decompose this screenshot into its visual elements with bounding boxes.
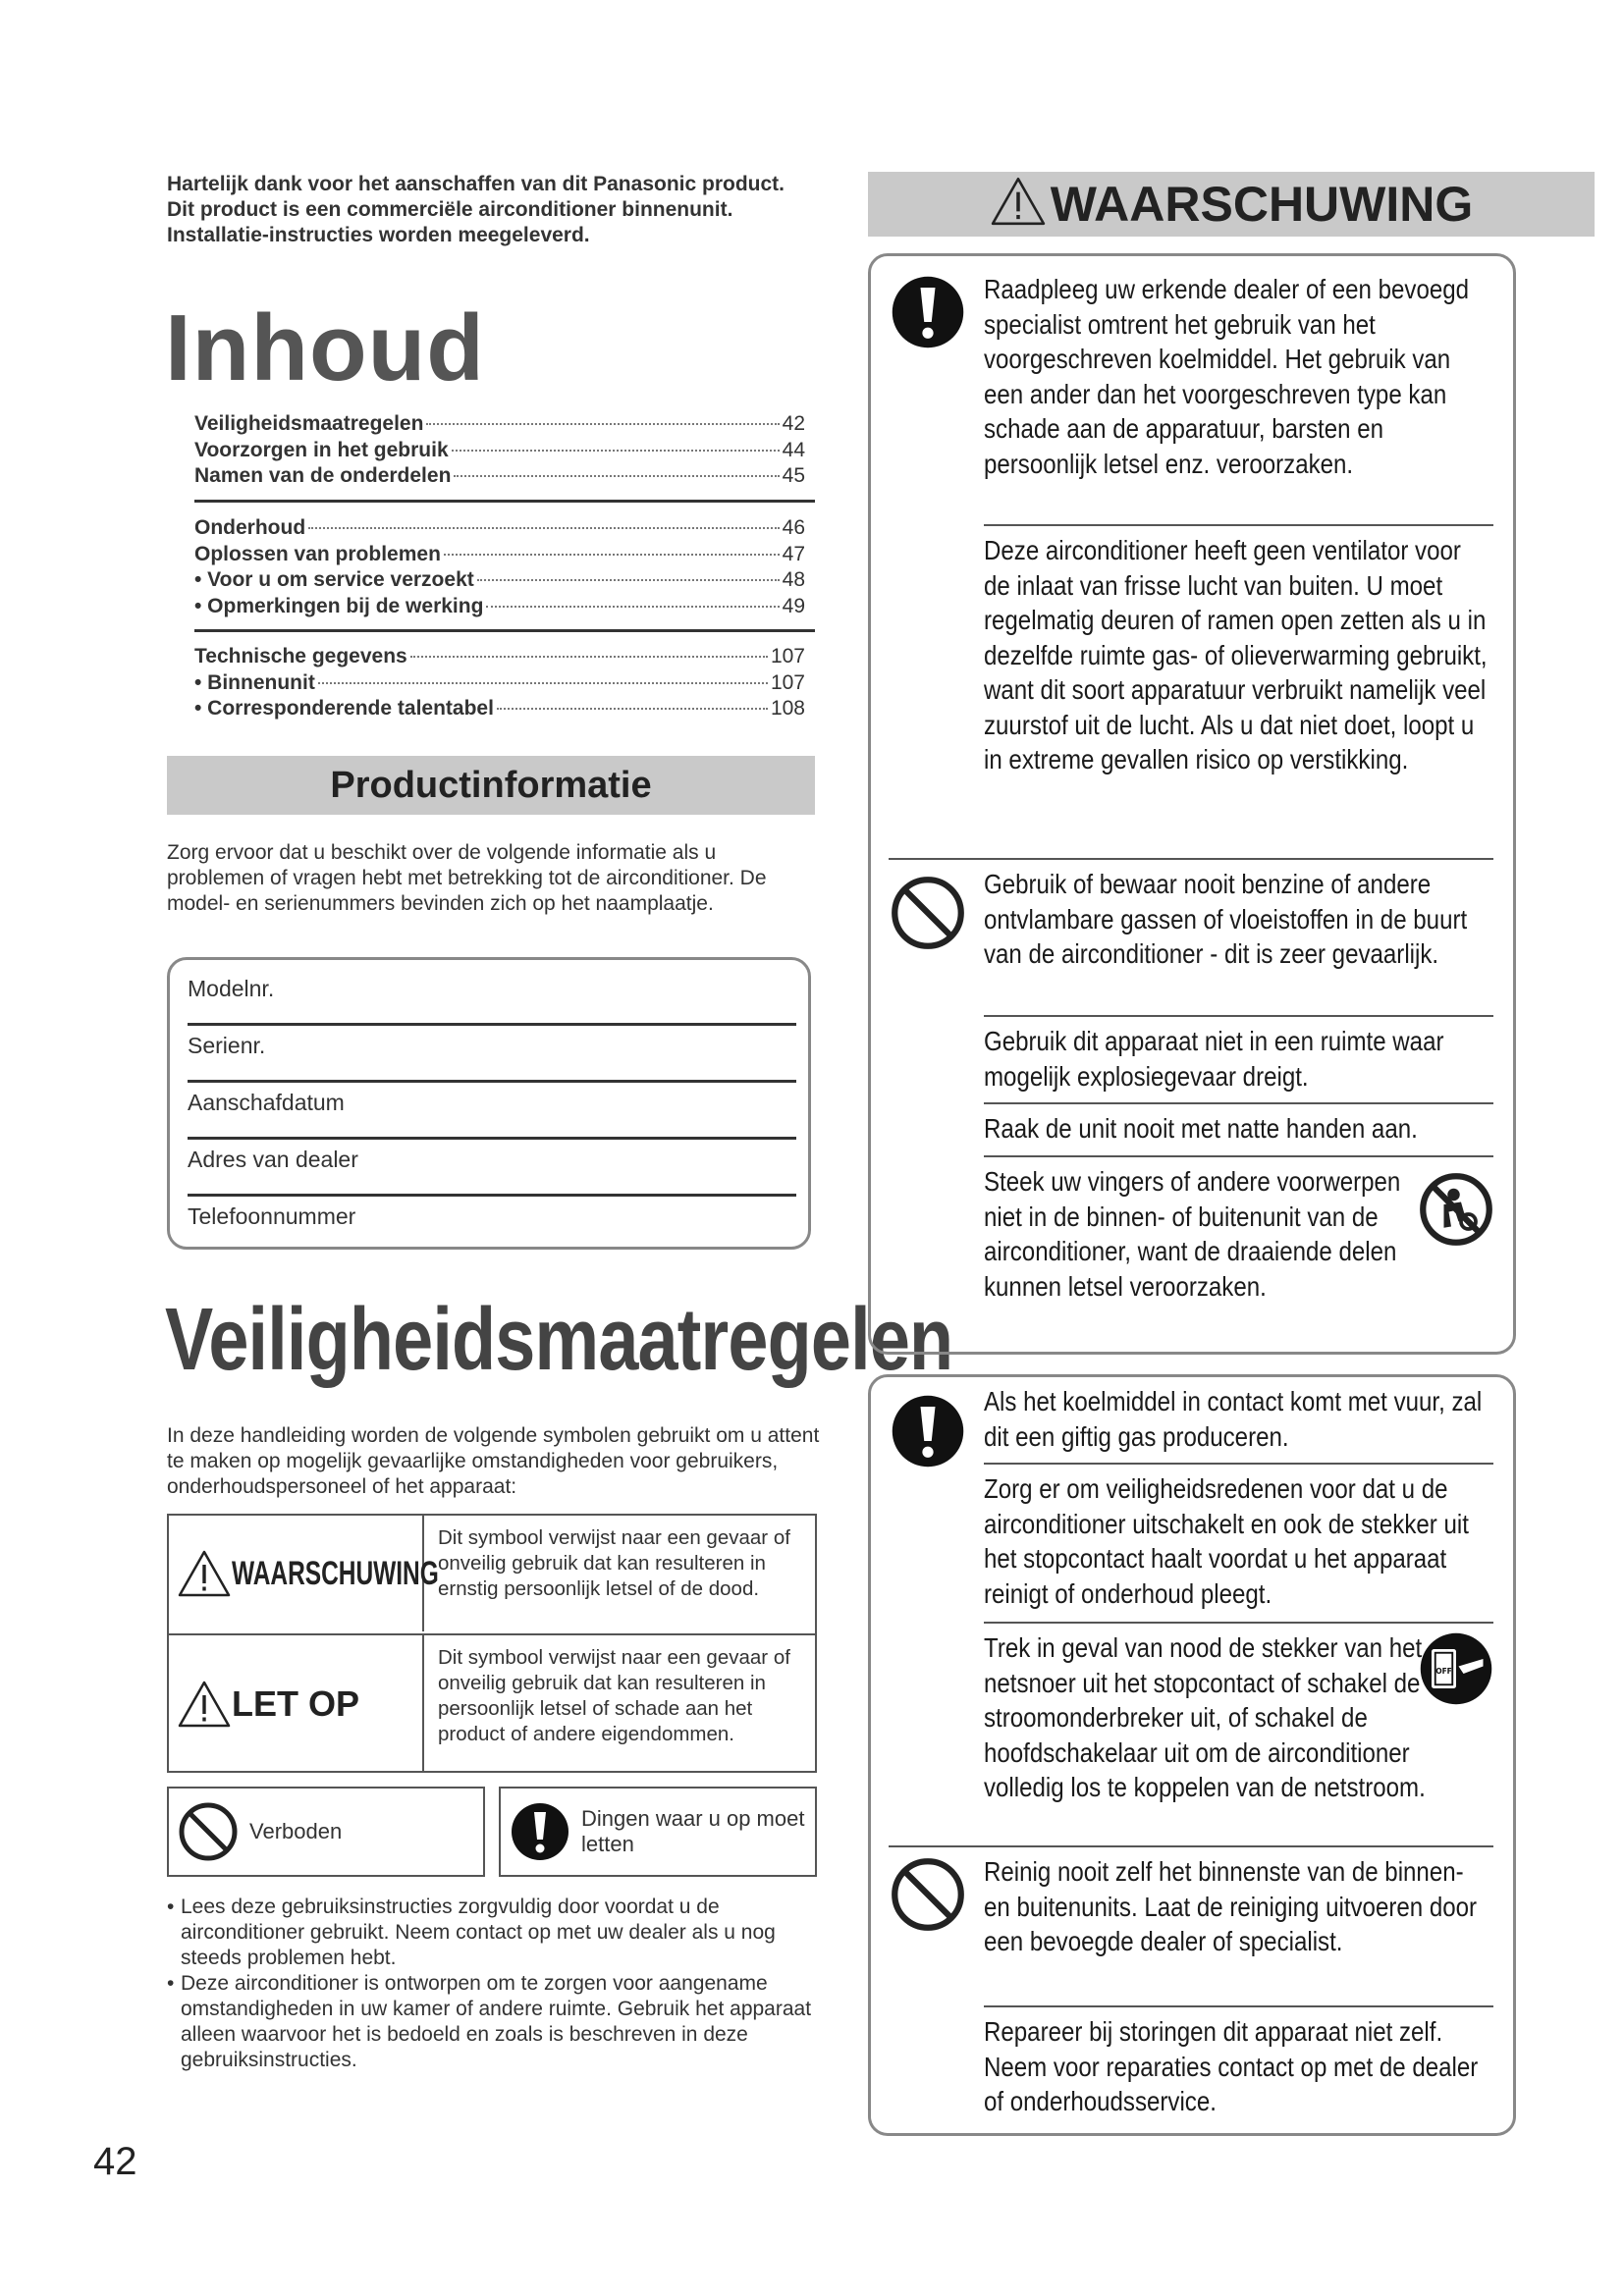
toc-page: 49 <box>782 594 805 617</box>
product-info-text: Zorg ervoor dat u beschikt over de volgende informatie als u problemen of vragen hebt met betrekking tot de airconditioner. De model- en serienummers bevinden zich op het naamplaatje. <box>167 841 767 915</box>
divider <box>984 524 1493 526</box>
divider <box>194 629 815 632</box>
toc-page: 42 <box>782 412 805 435</box>
legend-forbidden <box>167 1787 485 1877</box>
symbol-row-warning <box>169 1516 815 1631</box>
field-phone-number: Telefoonnummer <box>188 1203 356 1229</box>
toc-label: • Opmerkingen bij de werking <box>194 594 484 617</box>
toc-entry[interactable] <box>194 464 805 491</box>
prohibition-item: Steek uw vingers of andere voorwerpen niet in de binnen- of buitenunit van de airconditioner, want de draaiende delen kunnen letsel veroorzaken. <box>984 1166 1401 1302</box>
caution-triangle-icon <box>177 1680 232 1729</box>
exclamation-icon <box>889 1392 967 1470</box>
toc-page: 44 <box>782 438 805 461</box>
warning-heading <box>868 172 1595 237</box>
toc-label: • Voor u om service verzoekt <box>194 568 474 591</box>
write-line[interactable] <box>188 1137 796 1140</box>
contents-title: Inhoud <box>165 295 485 400</box>
prohibition-item: Gebruik of bewaar nooit benzine of andere ontvlambare gassen of vloeistoffen in de buurt van de airconditioner - dit is zeer gevaarlijk. <box>984 869 1468 969</box>
warning-label: WAARSCHUWING <box>232 1554 439 1592</box>
toc-label: Onderhoud <box>194 516 306 539</box>
divider <box>194 500 815 503</box>
divider <box>984 1622 1493 1624</box>
intro-line: Hartelijk dank voor het aanschaffen van dit Panasonic product. <box>167 173 785 195</box>
warning-triangle-icon <box>990 176 1047 227</box>
safety-intro-text: In deze handleiding worden de volgende symbolen gebruikt om u attent te maken op mogelijk gevaarlijke omstandigheden voor gebruikers, onderhoudspersoneel of het apparaat: <box>167 1424 820 1498</box>
field-model-number: Modelnr. <box>188 976 275 1001</box>
usage-notes <box>167 1895 825 2073</box>
prohibition-item: Reinig nooit zelf het binnenste van de binnen- en buitenunits. Laat de reiniging uitvoeren door een bevoegde dealer of specialist. <box>984 1856 1478 1956</box>
toc-label: Oplossen van problemen <box>194 542 441 565</box>
toc-label: • Binnenunit <box>194 670 315 694</box>
field-serial-number: Serienr. <box>188 1033 266 1058</box>
toc-group <box>194 412 805 491</box>
intro-line: Dit product is een commerciële airconditioner binnenunit. <box>167 198 733 221</box>
safety-title: Veiligheidsmaatregelen <box>165 1291 953 1389</box>
toc-entry[interactable] <box>194 439 805 465</box>
toc-label: Veiligheidsmaatregelen <box>194 412 424 435</box>
caution-label: LET OP <box>232 1683 360 1724</box>
warning-item: Deze airconditioner heeft geen ventilator voor de inlaat van frisse lucht van buiten. U moet regelmatig deuren of ramen open zetten als u in dezelfde ruimte gas- of olieverwarming gebruikt, want dit soort apparatuur verbruikt namelijk veel zuurstof uit de lucht. Als u dat niet doet, loopt u in extreme gevallen risico op verstikking. <box>984 535 1488 774</box>
toc-entry[interactable] <box>194 595 805 621</box>
toc-page: 107 <box>770 670 805 694</box>
note-item: • Lees deze gebruiksinstructies zorgvuldig door voordat u de airconditioner gebruikt. Neem contact op met uw dealer als u nog steeds problemen hebt. <box>167 1895 825 1971</box>
divider <box>984 1463 1493 1465</box>
product-info-heading: Productinformatie <box>167 756 815 815</box>
warning-item: Raadpleeg uw erkende dealer of een bevoegd specialist omtrent het gebruik van het voorgeschreven koelmiddel. Het gebruik van een ander dan het voorgeschreven type kan schade aan de apparatuur, barsten en persoonlijk letsel enz. veroorzaken. <box>984 274 1470 479</box>
divider <box>889 858 1493 860</box>
write-line[interactable] <box>188 1194 796 1197</box>
field-dealer-address: Adres van dealer <box>188 1147 358 1172</box>
exclamation-icon <box>889 273 967 351</box>
toc-group <box>194 516 805 620</box>
write-line[interactable] <box>188 1023 796 1026</box>
legend-must-do <box>499 1787 817 1877</box>
prohibited-icon <box>889 874 967 952</box>
toc-label: Voorzorgen in het gebruik <box>194 438 449 461</box>
warning-item: Trek in geval van nood de stekker van het netsnoer uit het stopcontact of schakel de stroomonderbreker uit, of schakel de hoofdschakelaar uit om de airconditioner volledig los te koppelen van de netstroom. <box>984 1632 1426 1802</box>
write-line[interactable] <box>188 1080 796 1083</box>
toc-page: 108 <box>770 697 805 720</box>
symbol-row-caution <box>169 1633 815 1773</box>
warning-description: Dit symbool verwijst naar een gevaar of onveilig gebruik dat kan resulteren in ernstig persoonlijk letsel of de dood. <box>438 1526 790 1600</box>
divider <box>984 1102 1493 1104</box>
toc-group <box>194 645 805 723</box>
field-purchase-date: Aanschafdatum <box>188 1090 345 1115</box>
toc-entry[interactable] <box>194 671 805 698</box>
page-number: 42 <box>93 2140 137 2183</box>
toc-label: Namen van de onderdelen <box>194 464 452 487</box>
divider <box>984 2005 1493 2007</box>
prohibition-item: Repareer bij storingen dit apparaat niet zelf. Neem voor reparaties contact op met de dealer of onderhoudsservice. <box>984 2016 1479 2116</box>
toc-entry[interactable] <box>194 645 805 671</box>
legend-forbidden-label: Verboden <box>249 1819 343 1843</box>
toc-page: 45 <box>782 464 805 487</box>
toc-label: • Corresponderende talentabel <box>194 697 494 720</box>
toc-label: Technische gegevens <box>194 645 407 667</box>
warning-item: Zorg er om veiligheidsredenen voor dat u de airconditioner uitschakelt en ook de stekker uit het stopcontact haalt voordat u het apparaat reinigt of onderhoud pleegt. <box>984 1473 1469 1609</box>
symbol-table <box>167 1514 817 1773</box>
prohibition-item: Raak de unit nooit met natte handen aan. <box>984 1113 1418 1144</box>
legend-must-do-label: Dingen waar u op moet letten <box>581 1806 805 1856</box>
toc-entry[interactable] <box>194 412 805 439</box>
caution-description: Dit symbool verwijst naar een gevaar of onveilig gebruik dat kan resulteren in persoonlijk letsel of schade aan het product of andere eigendommen. <box>438 1646 790 1745</box>
divider <box>984 1155 1493 1157</box>
warning-heading-label: WAARSCHUWING <box>1050 177 1474 232</box>
warning-item: Als het koelmiddel in contact komt met vuur, zal dit een giftig gas produceren. <box>984 1386 1483 1452</box>
prohibited-icon <box>177 1800 240 1863</box>
warning-triangle-icon <box>177 1549 232 1598</box>
divider <box>984 1015 1493 1017</box>
product-info-box <box>167 957 811 1250</box>
toc-entry[interactable] <box>194 697 805 723</box>
toc-entry[interactable] <box>194 516 805 543</box>
no-fingers-in-fan-icon <box>1417 1170 1495 1249</box>
toc-entry[interactable] <box>194 543 805 569</box>
prohibited-icon <box>889 1855 967 1934</box>
exclamation-icon <box>509 1800 571 1863</box>
toc-entry[interactable] <box>194 568 805 595</box>
intro-text <box>167 172 854 248</box>
note-item: • Deze airconditioner is ontworpen om te zorgen voor aangename omstandigheden in uw kamer of andere ruimte. Gebruik het apparaat alleen waarvoor het is bedoeld en zoals is beschreven in deze gebruiksinstructies. <box>167 1971 825 2073</box>
toc-page: 107 <box>770 645 805 667</box>
prohibition-item: Gebruik dit apparaat niet in een ruimte waar mogelijk explosiegevaar dreigt. <box>984 1026 1444 1092</box>
intro-line: Installatie-instructies worden meegeleverd. <box>167 224 590 246</box>
switch-off-label: OFF <box>1435 1667 1452 1676</box>
toc-page: 46 <box>782 516 805 539</box>
toc-page: 48 <box>782 568 805 591</box>
toc-page: 47 <box>782 542 805 565</box>
divider <box>889 1845 1493 1847</box>
